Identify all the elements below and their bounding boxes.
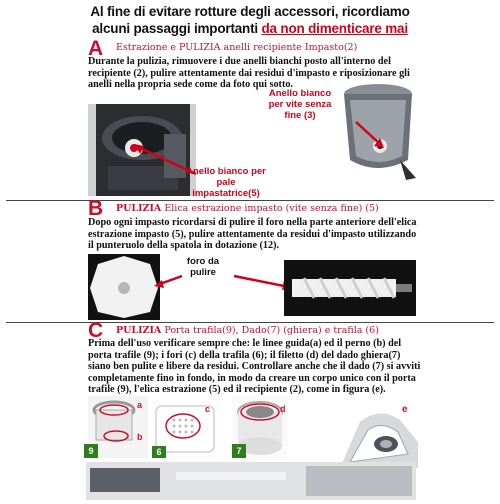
tag-9: 9 [84,444,98,458]
section-b-text: Dopo ogni impasto ricordarsi di pulire il foro nella parte anteriore dell'elica estrazione impasto (5), pulire attentamente da residui d'impasto utilizzando il punteruolo della spatola in dotazione (12). [88,217,417,252]
section-c-heading-rest: Porta trafila(9), Dado(7) (ghiera) e trafila (6) [161,325,379,336]
label-ring-paddles: Anello bianco per pale impastatrice(5) [186,166,266,199]
letter-d: d [280,404,286,414]
title-line-1: Al fine di evitare rotture degli accessori, ricordiamo [90,4,410,19]
title-line-2-prefix: alcuni passaggi importanti [92,21,262,36]
section-c-heading [116,325,379,337]
section-divider-1 [6,200,494,201]
section-b-heading [116,203,379,215]
auger-illustration [284,260,416,316]
bottom-strip-illustration [86,462,416,500]
arrow-to-ring-left [130,140,200,180]
section-b-heading-rest: Elica estrazione impasto (vite senza fine) (5) [161,203,379,214]
section-c-letter: C [88,319,104,342]
title-line-2 [6,20,494,37]
tag-6: 6 [152,446,166,458]
section-a-letter: A [88,37,104,60]
letter-c: c [205,404,211,414]
tag-7: 7 [232,444,246,458]
letter-a: a [137,400,143,410]
letter-e: e [402,404,408,415]
auger-photo [284,260,416,316]
section-c-heading-red: PULIZIA [116,325,162,336]
title-line-2-highlight: da non dimenticare mai [261,21,408,36]
section-divider-2 [6,322,494,323]
section-b-letter: B [88,197,104,220]
arrow-to-ring-right [352,118,392,154]
section-a-heading: Estrazione e PULIZIA anelli recipiente Impasto(2) [116,42,358,53]
label-ring-screw: Anello bianco per vite senza fine (3) [268,88,332,121]
section-a-text: Durante la pulizia, rimuovere i due anelli bianchi posto all'interno del recipiente (2), pulire attentamente dai residui d'impasto e riposizionare gli anelli nella propria sede come da foto qui sotto. [88,56,410,91]
bottom-photo-strip [86,462,416,500]
section-b-heading-red: PULIZIA [116,203,162,214]
letter-b: b [137,432,143,442]
section-c-text: Prima dell'uso verificare sempre che: le linee guida(a) ed il perno (b) del porta trafile (9); i fori (c) della trafila (6); il filetto (d) del dado ghiera(7) siano ben pulite e libere da residui. Controllare anche che il dado (7) si avviti completamente fino in fondo, in modo da creare un corpo unico con il porta trafile (9), l'elica estrazione (5) ed il recipiente (2), come in figura (e). [88,338,421,396]
label-hole-to-clean: foro da pulire [186,256,220,278]
page-title [6,3,494,37]
